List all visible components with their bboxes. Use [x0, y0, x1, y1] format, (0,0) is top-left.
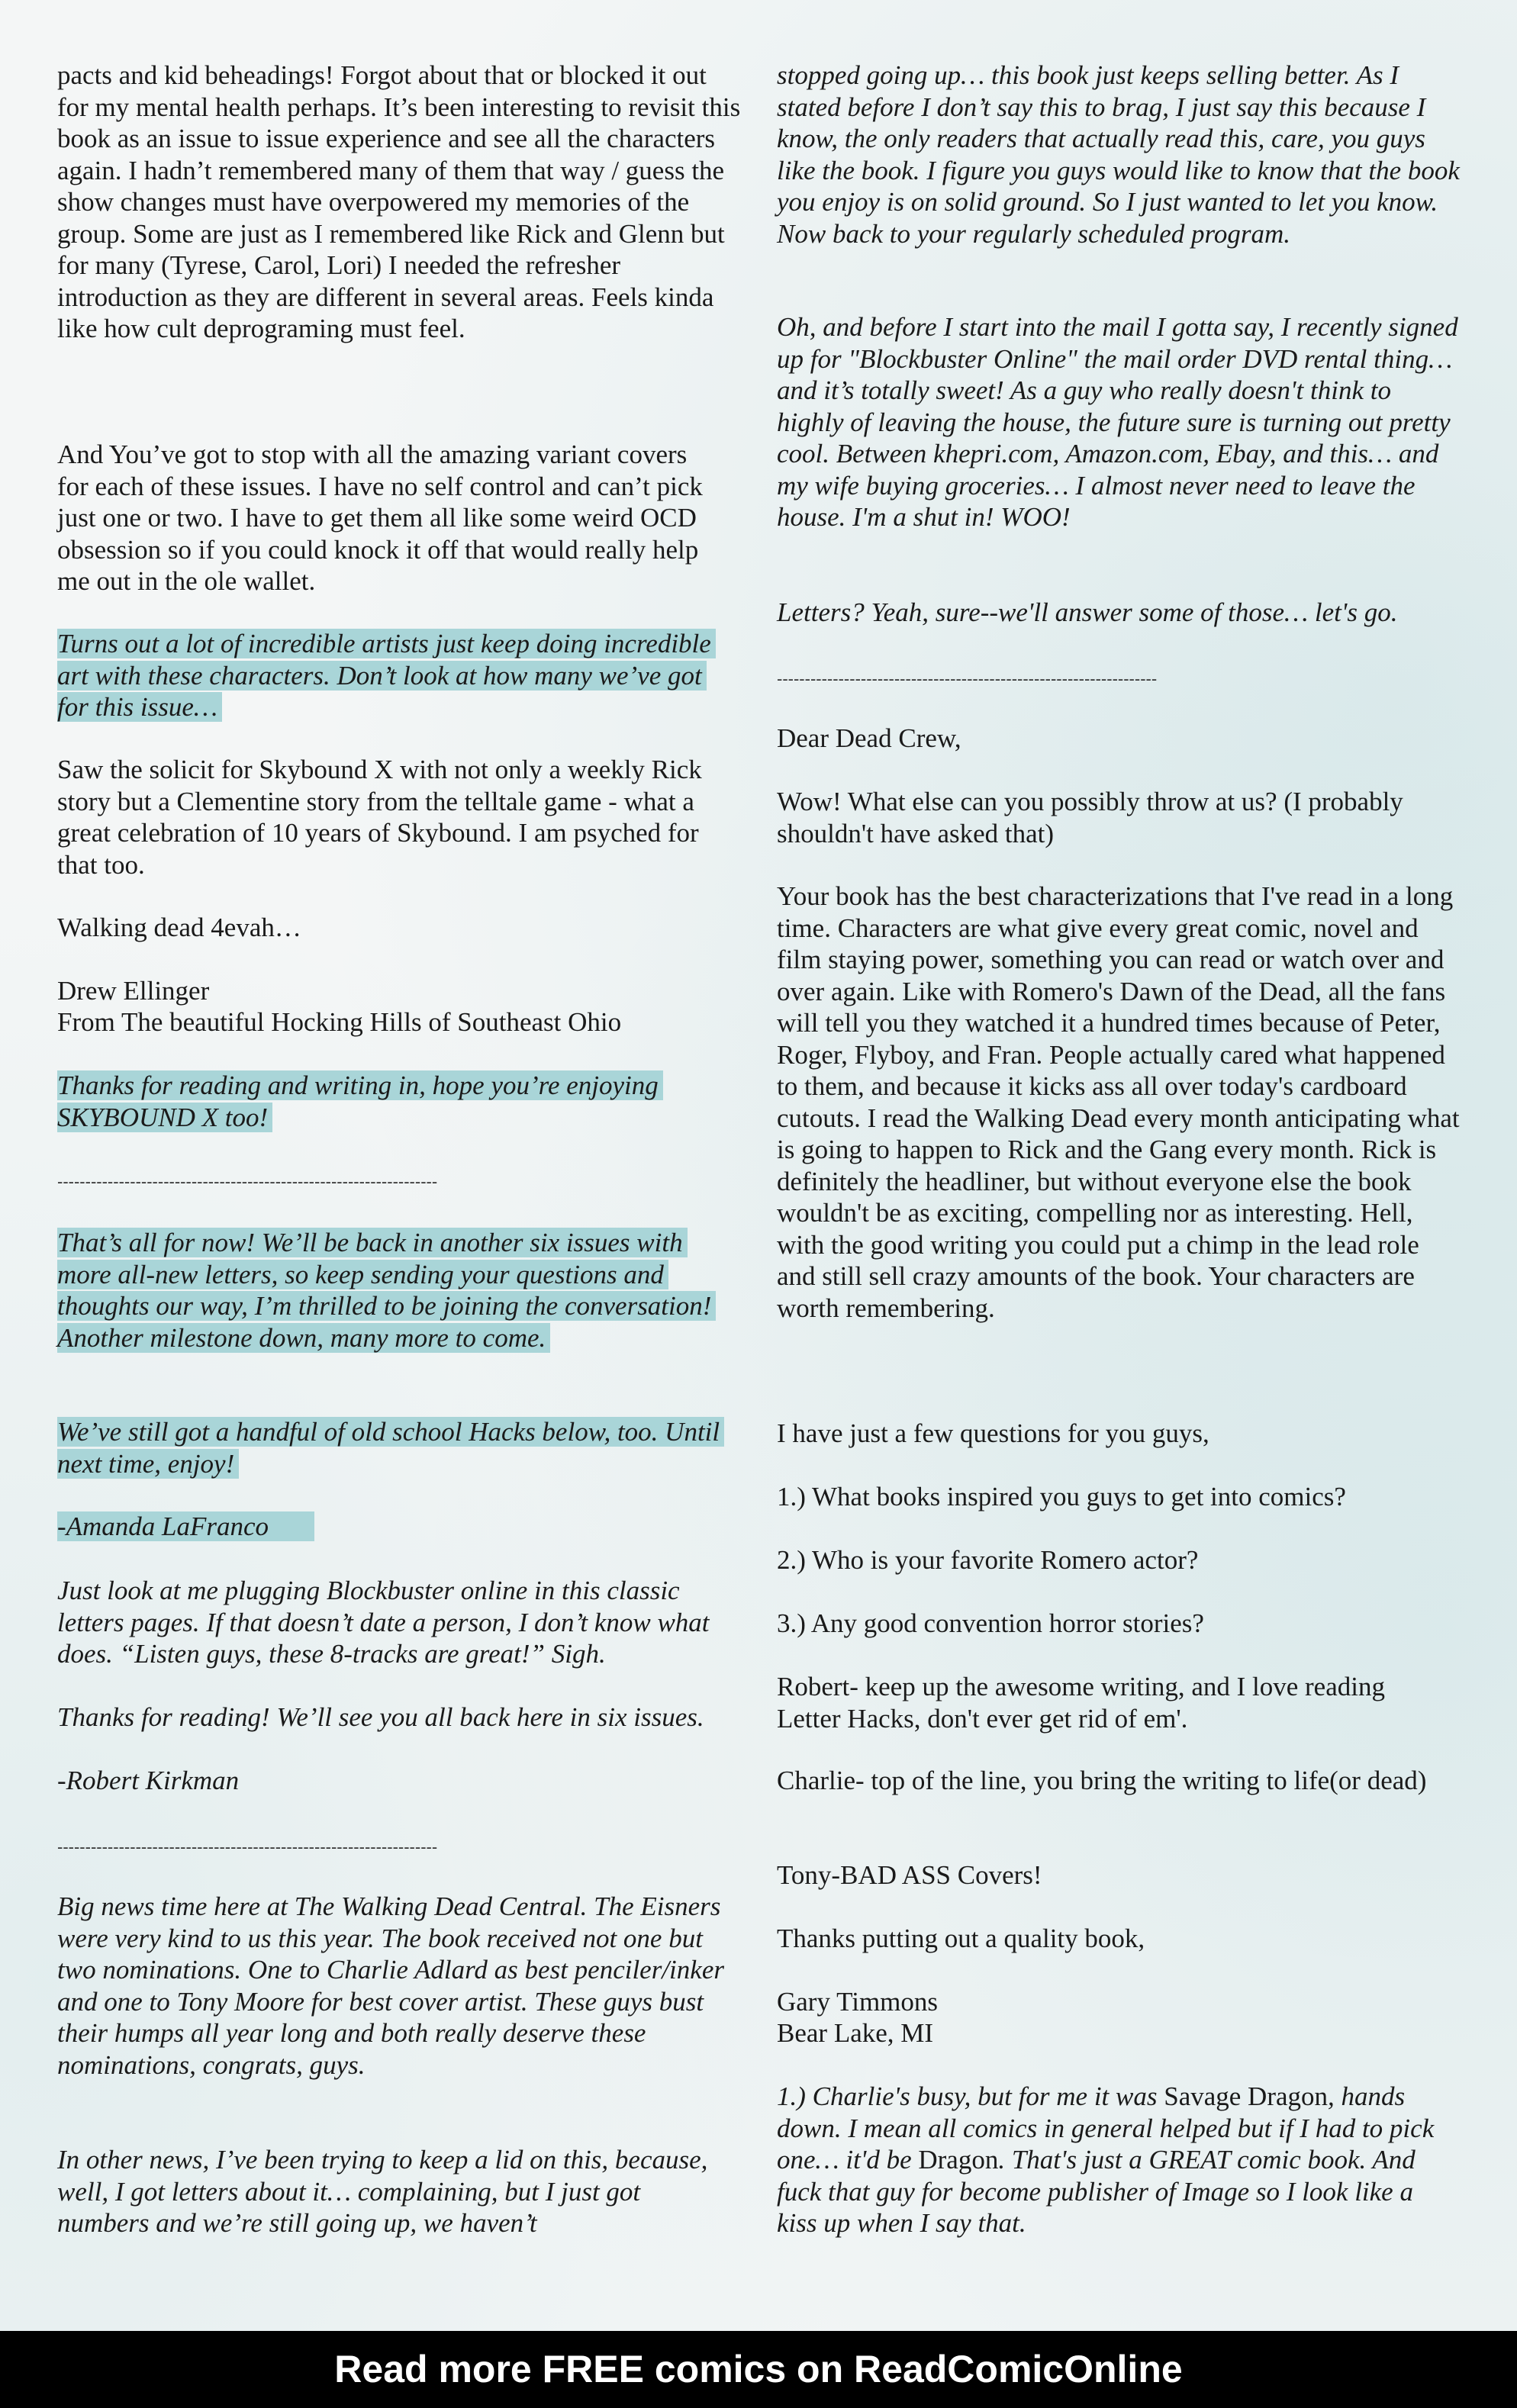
highlighted-reply: That’s all for now! We’ll be back in another six issues with more all-new letters, so keep sending your questions and thoughts our way, I’m thrilled to be joining the conversation! Another milestone down, many more to come.	[57, 1228, 716, 1353]
letter-signature-name: Drew Ellinger	[57, 976, 210, 1006]
letter-paragraph: pacts and kid beheadings! Forgot about that or blocked it out for my mental health perhaps. It’s been interesting to revisit this book as an issue to issue experience and see all the characters again. I hadn’t remembered many of them that way / guess the show changes must have overpowered my memories of the group. Some are just as I remembered like Rick and Glenn but for many (Tyrese, Carol, Lori) I needed the refresher introduction as they are different in several areas. Feels kinda like how cult deprograming must feel.	[57, 60, 741, 343]
editor-answer: 1.) Charlie's busy, but for me it was Savage Dragon, hands down. I mean all comics in general helped but if I had to pick one… it'd be Dragon. That's just a GREAT comic book. And fuck that guy for become publisher of Image so I look like a kiss up when I say that.	[777, 2081, 1435, 2238]
editor-reply	[57, 628, 713, 723]
letter-question: 3.) Any good convention horror stories?	[777, 1608, 1204, 1638]
editor-reply: Oh, and before I start into the mail I gotta say, I recently signed up for "Blockbuster Online" the mail order DVD rental thing… and it’s totally sweet! As a guy who really doesn't think to highly of leaving the house, the future sure is turning out pretty cool. Between khepri.com, Amazon.com, Ebay, and this… and my wife buying groceries… I almost never need to leave the house. I'm a shut in! WOO!	[777, 312, 1458, 532]
letter-paragraph: Saw the solicit for Skybound X with not only a weekly Rick story but a Clementine story from the telltale game - what a great celebration of 10 years of Skybound. I am psyched for that too.	[57, 755, 702, 880]
promo-footer-banner[interactable]: Read more FREE comics on ReadComicOnline	[0, 2331, 1517, 2408]
editor-reply	[57, 1416, 729, 1479]
letter-paragraph: Thanks putting out a quality book,	[777, 1924, 1145, 1953]
letter-signature-name: Gary Timmons	[777, 1987, 939, 2017]
comic-title: Savage Dragon	[1164, 2081, 1329, 2111]
highlighted-reply: -Amanda LaFranco	[57, 1511, 314, 1541]
letter-paragraph: And You’ve got to stop with all the amazing variant covers for each of these issues. I have no self control and can’t pick just one or two. I have to get them all like some weird OCD obsession so if you could knock it off that would really help me out in the ole wallet.	[57, 439, 703, 596]
editor-reply	[57, 1070, 729, 1133]
highlighted-reply: Thanks for reading and writing in, hope you’re enjoying SKYBOUND X too!	[57, 1070, 663, 1132]
letter-paragraph: Your book has the best characterizations that I've read in a long time. Characters are what give every great comic, novel and film staying power, something you can read or watch over and over again. Like with Romero's Dawn of the Dead, all the fans will tell you they watched it a hundred times because of Peter, Roger, Flyboy, and Fran. People actually cared what happened to them, and because it kicks ass all over today's cardboard cutouts. I read the Walking Dead every month anticipating what is going to happen to Rick and the Gang every month. Rick is definitely the headliner, but without everyone else the book wouldn't be as exciting, compelling nor as interesting. Hell, with the good writing you could put a chimp in the lead role and still sell crazy amounts of the book. Your characters are worth remembering.	[777, 881, 1460, 1323]
editor-reply: Thanks for reading! We’ll see you all back here in six issues.	[57, 1702, 704, 1732]
editor-reply: Letters? Yeah, sure--we'll answer some of those… let's go.	[777, 597, 1398, 627]
letter-paragraph: I have just a few questions for you guys,	[777, 1418, 1209, 1448]
letter-paragraph: Tony-BAD ASS Covers!	[777, 1860, 1042, 1890]
letter-paragraph: Wow! What else can you possibly throw at us? (I probably shouldn't have asked that)	[777, 787, 1403, 848]
letter-signature-place: Bear Lake, MI	[777, 2018, 934, 2048]
letters-page: pacts and kid beheadings! Forgot about that or blocked it out for my mental health perhaps. It’s been interesting to revisit this book as an issue to issue experience and see all the characters again. I hadn’t remembered many of them that way / guess the show changes must have overpowered my memories of the group. Some are just as I remembered like Rick and Glenn but for many (Tyrese, Carol, Lori) I needed the refresher introduction as they are different in several areas. Feels kinda like how cult deprograming must feel. And You’ve got to stop with all the amazing variant covers for each of these issues. I have no self control and can’t pick just one or two. I have to get them all like some weird OCD obsession so if you could knock it off that would really help me out in the ole wallet. Turns out a lot of incredible artists just keep doing incredible art with these characters. Don’t look at how many we’ve got for this issue… Saw the solicit for Skybound X with not only a weekly Rick story but a Clementine story from the telltale game - what a great celebration of 10 years of Skybound. I am psyched for that too. Walking dead 4evah… Drew Ellinger From The beautiful Hocking Hills of Southeast Ohio Thanks for reading and writing in, hope you’re enjoying SKYBOUND X too! -------------------------------------------------------------------- That’s all for now! We’ll be back in another six issues with more all-new letters, so keep sending your questions and thoughts our way, I’m thrilled to be joining the conversation! Another milestone down, many more to come. We’ve still got a handful of old school Hacks below, too. Until next time, enjoy! -Amanda LaFranco Just look at me plugging Blockbuster online in this classic letters pages. If that doesn’t date a person, I don’t know what does. “Listen guys, these 8-tracks are great!” Sigh. Thanks for reading! We’ll see you all back here in six issues. -Robert Kirkman -------------------------------------------------------------------- Big news time here at The Walking Dead Central. The Eisners were very kind to us this year. The book received not one but two nominations. One to Charlie Adlard as best penciler/inker and one to Tony Moore for best cover artist. These guys bust their humps all year long and both really deserve these nominations, congrats, guys. In other news, I’ve been trying to keep a lid on this, because, well, I got letters about it… complaining, but I just got numbers and we’re still going up, we haven’t stopped going up… this book just keeps selling better. As I stated before I don’t say this to brag, I just say this because I know, the only readers that actually read this, care, you guys like the book. I figure you guys would like to know that the book you enjoy is on solid ground. So I just wanted to let you know. Now back to your regularly scheduled program. Oh, and before I start into the mail I gotta say, I recently signed up for "Blockbuster Online" the mail order DVD rental thing… and it’s totally sweet! As a guy who really doesn't think to highly of leaving the house, the future sure is turning out pretty cool. Between khepri.com, Amazon.com, Ebay, and this… and my wife buying groceries… I almost never need to leave the house. I'm a shut in! WOO! Letters? Yeah, sure--we'll answer some of those… let's go. -------------------------------------------------------------------- Dear Dead Crew, Wow! What else can you possibly throw at us? (I probably shouldn't have asked that) Your book has the best characterizations that I've read in a long time. Characters are what give every great comic, novel and film staying power, something you can read or watch over and over again. Like with Romero's Dawn of the Dead, all the fans will tell you they watched it a hundred times because of Peter, Roger, Flyboy, and Fran. People actually cared what happened to them, and because it kicks ass all over today's cardboard cutouts. I read the Walking Dead every month anticipating what is going to happen to Rick and the Gang every month. Rick is definitely the headliner, but without everyone else the book wouldn't be as exciting, compelling nor as interesting. Hell, with the good writing you could put a chimp in the lead role and still sell crazy amounts of the book. Your characters are worth remembering. I have just a few questions for you guys, 1.) What books inspired you guys to get into comics? 2.) Who is your favorite Romero actor? 3.) Any good convention horror stories? Robert- keep up the awesome writing, and I love reading Letter Hacks, don't ever get rid of em'. Charlie- top of the line, you bring the writing to life(or dead) Tony-BAD ASS Covers! Thanks putting out a quality book, Gary Timmons Bear Lake, MI 1.) Charlie's busy, but for me it was Savage Dragon, hands down. I mean all comics in general helped but if I had to pick one… it'd be Dragon. That's just a GREAT comic book. And fuck that guy for become publisher of Image so I look like a kiss up when I say that.	[0, 0, 1517, 2331]
editor-reply	[57, 1227, 729, 1354]
editor-signature	[57, 1511, 729, 1543]
highlighted-reply: Turns out a lot of incredible artists just keep doing incredible art with these characters. Don’t look at how many we’ve got for this issue…	[57, 629, 716, 722]
editor-signature: -Robert Kirkman	[57, 1766, 240, 1795]
letter-question: 2.) Who is your favorite Romero actor?	[777, 1545, 1199, 1575]
letter-paragraph: Charlie- top of the line, you bring the writing to life(or dead)	[777, 1766, 1427, 1795]
comic-title: Dragon	[918, 2145, 999, 2175]
editor-reply: In other news, I’ve been trying to keep a lid on this, because, well, I got letters about it… complaining, but I just got numbers and we’re still going up, we haven’t	[57, 2145, 708, 2238]
letter-paragraph: Walking dead 4evah…	[57, 913, 301, 942]
letter-greeting: Dear Dead Crew,	[777, 723, 961, 753]
letter-signature-place: From The beautiful Hocking Hills of Southeast Ohio	[57, 1007, 622, 1037]
letter-question: 1.) What books inspired you guys to get into comics?	[777, 1482, 1346, 1511]
editor-reply: Big news time here at The Walking Dead Central. The Eisners were very kind to us this year. The book received not one but two nominations. One to Charlie Adlard as best penciler/inker and one to Tony Moore for best cover artist. These guys bust their humps all year long and both really deserve these nominations, congrats, guys.	[57, 1891, 724, 2080]
editor-reply: Just look at me plugging Blockbuster online in this classic letters pages. If that doesn’t date a person, I don’t know what does. “Listen guys, these 8-tracks are great!” Sigh.	[57, 1576, 710, 1669]
highlighted-reply: We’ve still got a handful of old school Hacks below, too. Until next time, enjoy!	[57, 1417, 724, 1479]
editor-reply: stopped going up… this book just keeps selling better. As I stated before I don’t say this to brag, I just say this because I know, the only readers that actually read this, care, you guys like the book. I figure you guys would like to know that the book you enjoy is on solid ground. So I just wanted to let you know. Now back to your regularly scheduled program.	[777, 60, 1460, 249]
letter-paragraph: Robert- keep up the awesome writing, and I love reading Letter Hacks, don't ever get rid of em'.	[777, 1672, 1385, 1734]
